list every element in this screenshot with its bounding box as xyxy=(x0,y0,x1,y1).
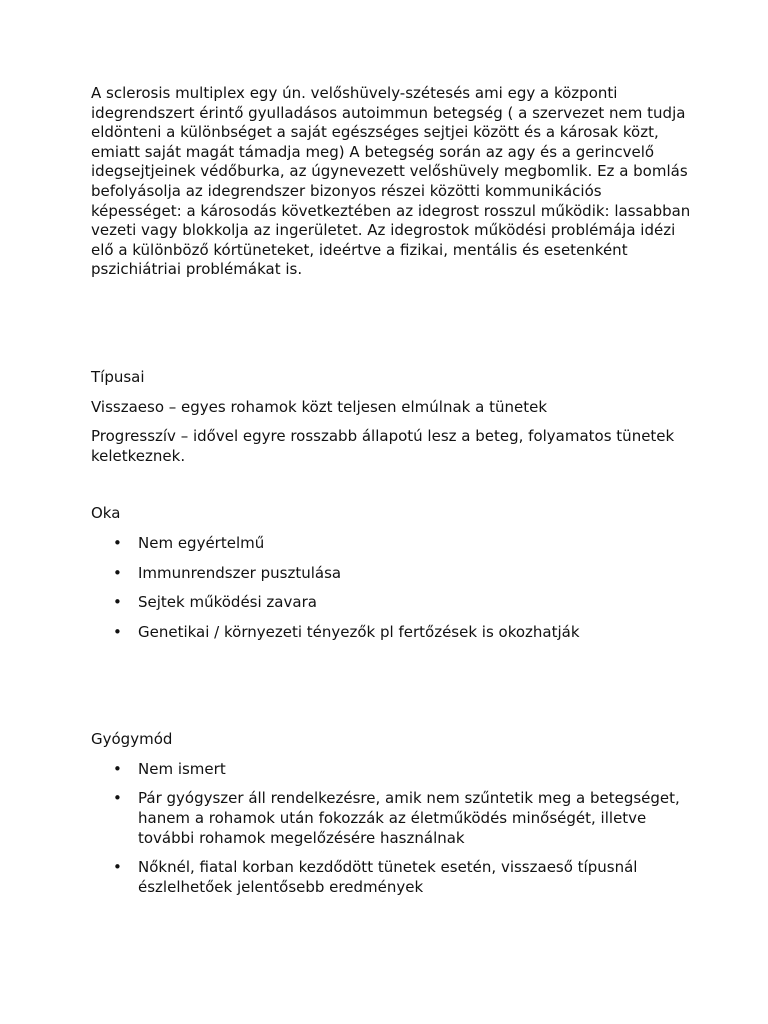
bullet-icon: • xyxy=(113,858,122,877)
list-item xyxy=(91,534,691,554)
spacer xyxy=(91,642,691,730)
list-item xyxy=(91,623,691,643)
list-item xyxy=(91,564,691,584)
bullet-icon: • xyxy=(113,593,122,612)
list-item-text: Nem ismert xyxy=(138,759,226,778)
list-item-text: Sejtek működési zavara xyxy=(138,593,317,612)
bullet-icon: • xyxy=(113,789,122,808)
causes-list xyxy=(91,534,691,642)
list-item-text: Pár gyógyszer áll rendelkezésre, amik nem szűntetik meg a betegséget, hanem a rohamok után fokozzák az életműködés minőségét, illetve további rohamok megelőzésére használnak xyxy=(138,789,680,847)
bullet-icon: • xyxy=(113,563,122,582)
treatment-list xyxy=(91,760,691,898)
list-item-text: Nem egyértelmű xyxy=(138,533,265,552)
type-relapsing: Visszaeso – egyes rohamok közt teljesen elmúlnak a tünetek xyxy=(91,397,548,416)
bullet-icon: • xyxy=(113,533,122,552)
document-page xyxy=(91,84,691,897)
treatment-heading: Gyógymód xyxy=(91,730,173,749)
list-item xyxy=(91,760,691,780)
list-item xyxy=(91,789,691,848)
intro-paragraph: A sclerosis multiplex egy ún. velőshüvely-szétesés ami egy a központi idegrendszert érintő gyulladásos autoimmun betegség ( a szervezet nem tudja eldönteni a különbséget a saját egészséges sejtjei között és a károsak közt, emiatt saját magát támadja meg) A betegség során az agy és a gerincvelő idegsejtjeinek védőburka, az úgynevezett velőshüvely megbomlik. Ez a bomlás befolyásolja az idegrendszer bizonyos részei közötti kommunikációs képességet: a károsodás következtében az idegrost rosszul működik: lassabban vezeti vagy blokkolja az ingerületet. Az idegrostok működési problémája idézi elő a különböző kórtüneteket, ideértve a fizikai, mentális és esetenként pszichiátriai problémákat is. xyxy=(91,84,691,279)
type-progressive: Progresszív – idővel egyre rosszabb állapotú lesz a beteg, folyamatos tünetek keletkeznek. xyxy=(91,427,675,465)
list-item xyxy=(91,593,691,613)
bullet-icon: • xyxy=(113,622,122,641)
causes-heading: Oka xyxy=(91,504,121,523)
spacer xyxy=(91,280,691,368)
list-item-text: Genetikai / környezeti tényezők pl fertőzések is okozhatják xyxy=(138,622,580,641)
spacer xyxy=(91,466,691,504)
list-item xyxy=(91,858,691,897)
bullet-icon: • xyxy=(113,759,122,778)
list-item-text: Immunrendszer pusztulása xyxy=(138,563,342,582)
types-heading: Típusai xyxy=(91,367,145,386)
list-item-text: Nőknél, fiatal korban kezdődött tünetek esetén, visszaeső típusnál észlelhetőek jelentősebb eredmények xyxy=(138,858,638,896)
